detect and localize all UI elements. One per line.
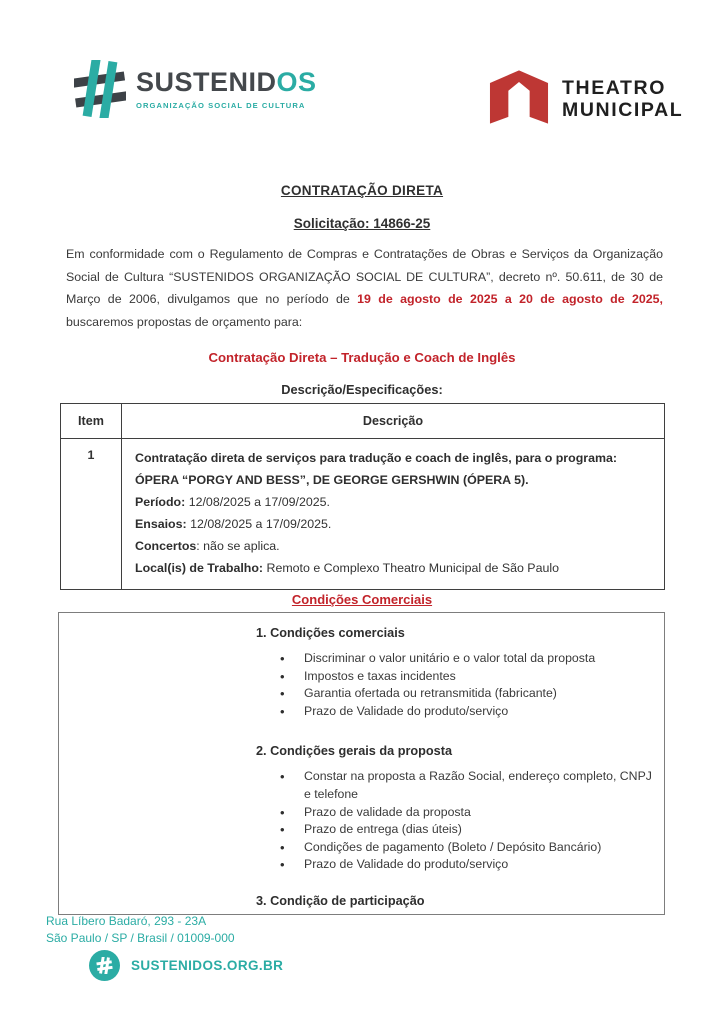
spec-heading: Descrição/Especificações: (281, 382, 443, 397)
list-item: • Prazo de entrega (dias úteis) (256, 821, 654, 839)
item-description (122, 439, 665, 590)
list-item: • Constar na proposta a Razão Social, endereço completo, CNPJ e telefone (256, 768, 654, 803)
sustenidos-wordmark (136, 69, 317, 96)
footer-website: SUSTENIDOS.ORG.BR (131, 958, 284, 973)
intro-part2: buscaremos propostas de orçamento para: (66, 314, 303, 329)
document-title: CONTRATAÇÃO DIRETA (280, 183, 444, 198)
list-item: • Prazo de Validade do produto/serviço (256, 856, 654, 874)
intro-part1: Em conformidade com o Regulamento de Compras e Contratações de Obras e Serviços da Organização Social de Cultura “SUSTENIDOS ORGANIZAÇÃO SOCIAL DE CULTURA”, decreto nº. 50.611, de 30 de Março de 2006, divulgamos que no período de (66, 247, 663, 307)
theatro-wordmark (562, 78, 683, 122)
wordmark-dark: SUSTENID (136, 67, 277, 97)
footer-address (46, 913, 235, 947)
description-main: Contratação direta de serviços para tradução e coach de inglês, para o programa: ÓPERA “PORGY AND BESS”, DE GEORGE GERSHWIN (ÓPERA 5). (135, 451, 618, 487)
conditions-box (58, 612, 665, 915)
list-item: • Condições de pagamento (Boleto / Depósito Bancário) (256, 839, 654, 857)
list-item: • Impostos e taxas incidentes (256, 668, 654, 686)
sustenidos-logo (74, 60, 317, 123)
theatro-line2: MUNICIPAL (562, 98, 684, 121)
table-header-row (61, 404, 665, 439)
header-item: Item (61, 404, 122, 439)
item-number: 1 (61, 439, 122, 590)
sustenidos-hash-badge-icon (89, 950, 120, 981)
list-item: • Prazo de Validade do produto/serviço (256, 703, 654, 721)
address-line-1: Rua Líbero Badaró, 293 - 23A (46, 914, 207, 928)
conditions-heading: Condições Comerciais (291, 592, 433, 607)
list-item: • Garantia ofertada ou retransmitida (fabricante) (256, 685, 654, 703)
subject-heading: Contratação Direta – Tradução e Coach de Inglês (208, 350, 516, 365)
footer-brand (89, 950, 283, 981)
description-table (60, 403, 665, 590)
sustenidos-tagline: ORGANIZAÇÃO SOCIAL DE CULTURA (136, 101, 306, 110)
field-periodo: Período: 12/08/2025 a 17/09/2025. (135, 495, 330, 509)
field-concertos: Concertos: não se aplica. (135, 539, 280, 553)
conditions-section-2-title: 2. Condições gerais da proposta (256, 744, 452, 759)
address-line-2: São Paulo / SP / Brasil / 01009-000 (46, 931, 235, 945)
theatro-municipal-logo (489, 69, 683, 130)
field-ensaios: Ensaios: 12/08/2025 a 17/09/2025. (135, 517, 332, 531)
list-item: • Prazo de validade da proposta (256, 804, 654, 822)
sustenidos-hash-icon (74, 60, 126, 123)
table-row (61, 439, 665, 590)
header-description: Descrição (122, 404, 665, 439)
conditions-section-2-list (256, 768, 654, 874)
wordmark-accent: OS (276, 67, 317, 97)
field-local-trabalho: Local(is) de Trabalho: Remoto e Complexo Theatro Municipal de São Paulo (135, 561, 559, 575)
conditions-section-1-title: 1. Condições comerciais (256, 626, 405, 640)
list-item: • Discriminar o valor unitário e o valor total da proposta (256, 650, 654, 668)
theatro-line1: THEATRO (562, 76, 666, 99)
intro-dates-highlight: 19 de agosto de 2025 a 20 de agosto de 2025, (357, 292, 663, 307)
theatro-arch-icon (489, 69, 549, 130)
conditions-section-3-title: 3. Condição de participação (256, 893, 425, 908)
request-number: Solicitação: 14866-25 (293, 216, 431, 231)
conditions-section-1-list (256, 650, 654, 720)
intro-paragraph (66, 243, 663, 333)
